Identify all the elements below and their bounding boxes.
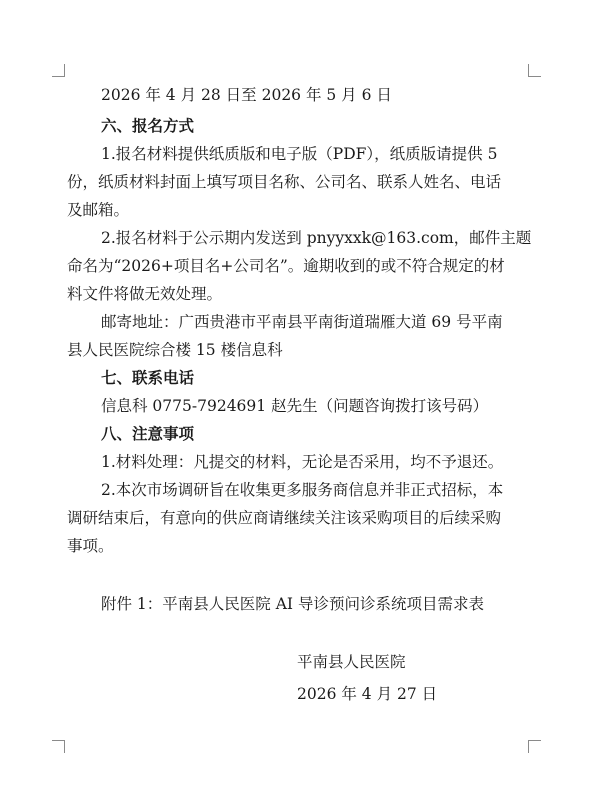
mailing-address-line1: 邮寄地址：广西贵港市平南县平南街道瑞雁大道 69 号平南: [101, 313, 503, 331]
section7-heading: 七、联系电话: [101, 369, 195, 387]
section6-item2-line2: 命名为“2026+项目名+公司名”。逾期收到的或不符合规定的材: [67, 257, 505, 275]
contact-phone: 信息科 0775-7924691 赵先生（问题咨询拨打该号码）: [101, 397, 489, 415]
section6-item1-line3: 及邮箱。: [67, 201, 130, 219]
corner-mark-bottom-right: [528, 740, 541, 753]
section8-item2-line1: 2.本次市场调研旨在收集更多服务商信息并非正式招标，本: [101, 481, 504, 499]
section6-item1-line2: 份，纸质材料封面上填写项目名称、公司名、联系人姓名、电话: [67, 173, 502, 191]
registration-period: 2026 年 4 月 28 日至 2026 年 5 月 6 日: [101, 86, 392, 104]
signature-date: 2026 年 4 月 27 日: [297, 685, 438, 703]
section8-item2-line2: 调研结束后，有意向的供应商请继续关注该采购项目的后续采购: [67, 509, 502, 527]
mailing-address-line2: 县人民医院综合楼 15 楼信息科: [67, 341, 283, 359]
signature-organization: 平南县人民医院: [297, 653, 406, 671]
corner-mark-top-left: [52, 64, 65, 77]
corner-mark-top-right: [528, 64, 541, 77]
section6-item2-line1: 2.报名材料于公示期内发送到 pnyyxxk@163.com，邮件主题: [101, 229, 532, 247]
corner-mark-bottom-left: [52, 740, 65, 753]
section6-heading: 六、报名方式: [101, 117, 195, 135]
section8-item1: 1.材料处理：凡提交的材料，无论是否采用，均不予退还。: [101, 453, 504, 471]
attachment-note: 附件 1：平南县人民医院 AI 导诊预问诊系统项目需求表: [101, 595, 484, 613]
section8-item2-line3: 事项。: [67, 537, 114, 555]
section6-item1-line1: 1.报名材料提供纸质版和电子版（PDF），纸质版请提供 5: [101, 145, 498, 163]
section6-item2-line3: 料文件将做无效处理。: [67, 285, 223, 303]
section8-heading: 八、注意事项: [101, 425, 195, 443]
